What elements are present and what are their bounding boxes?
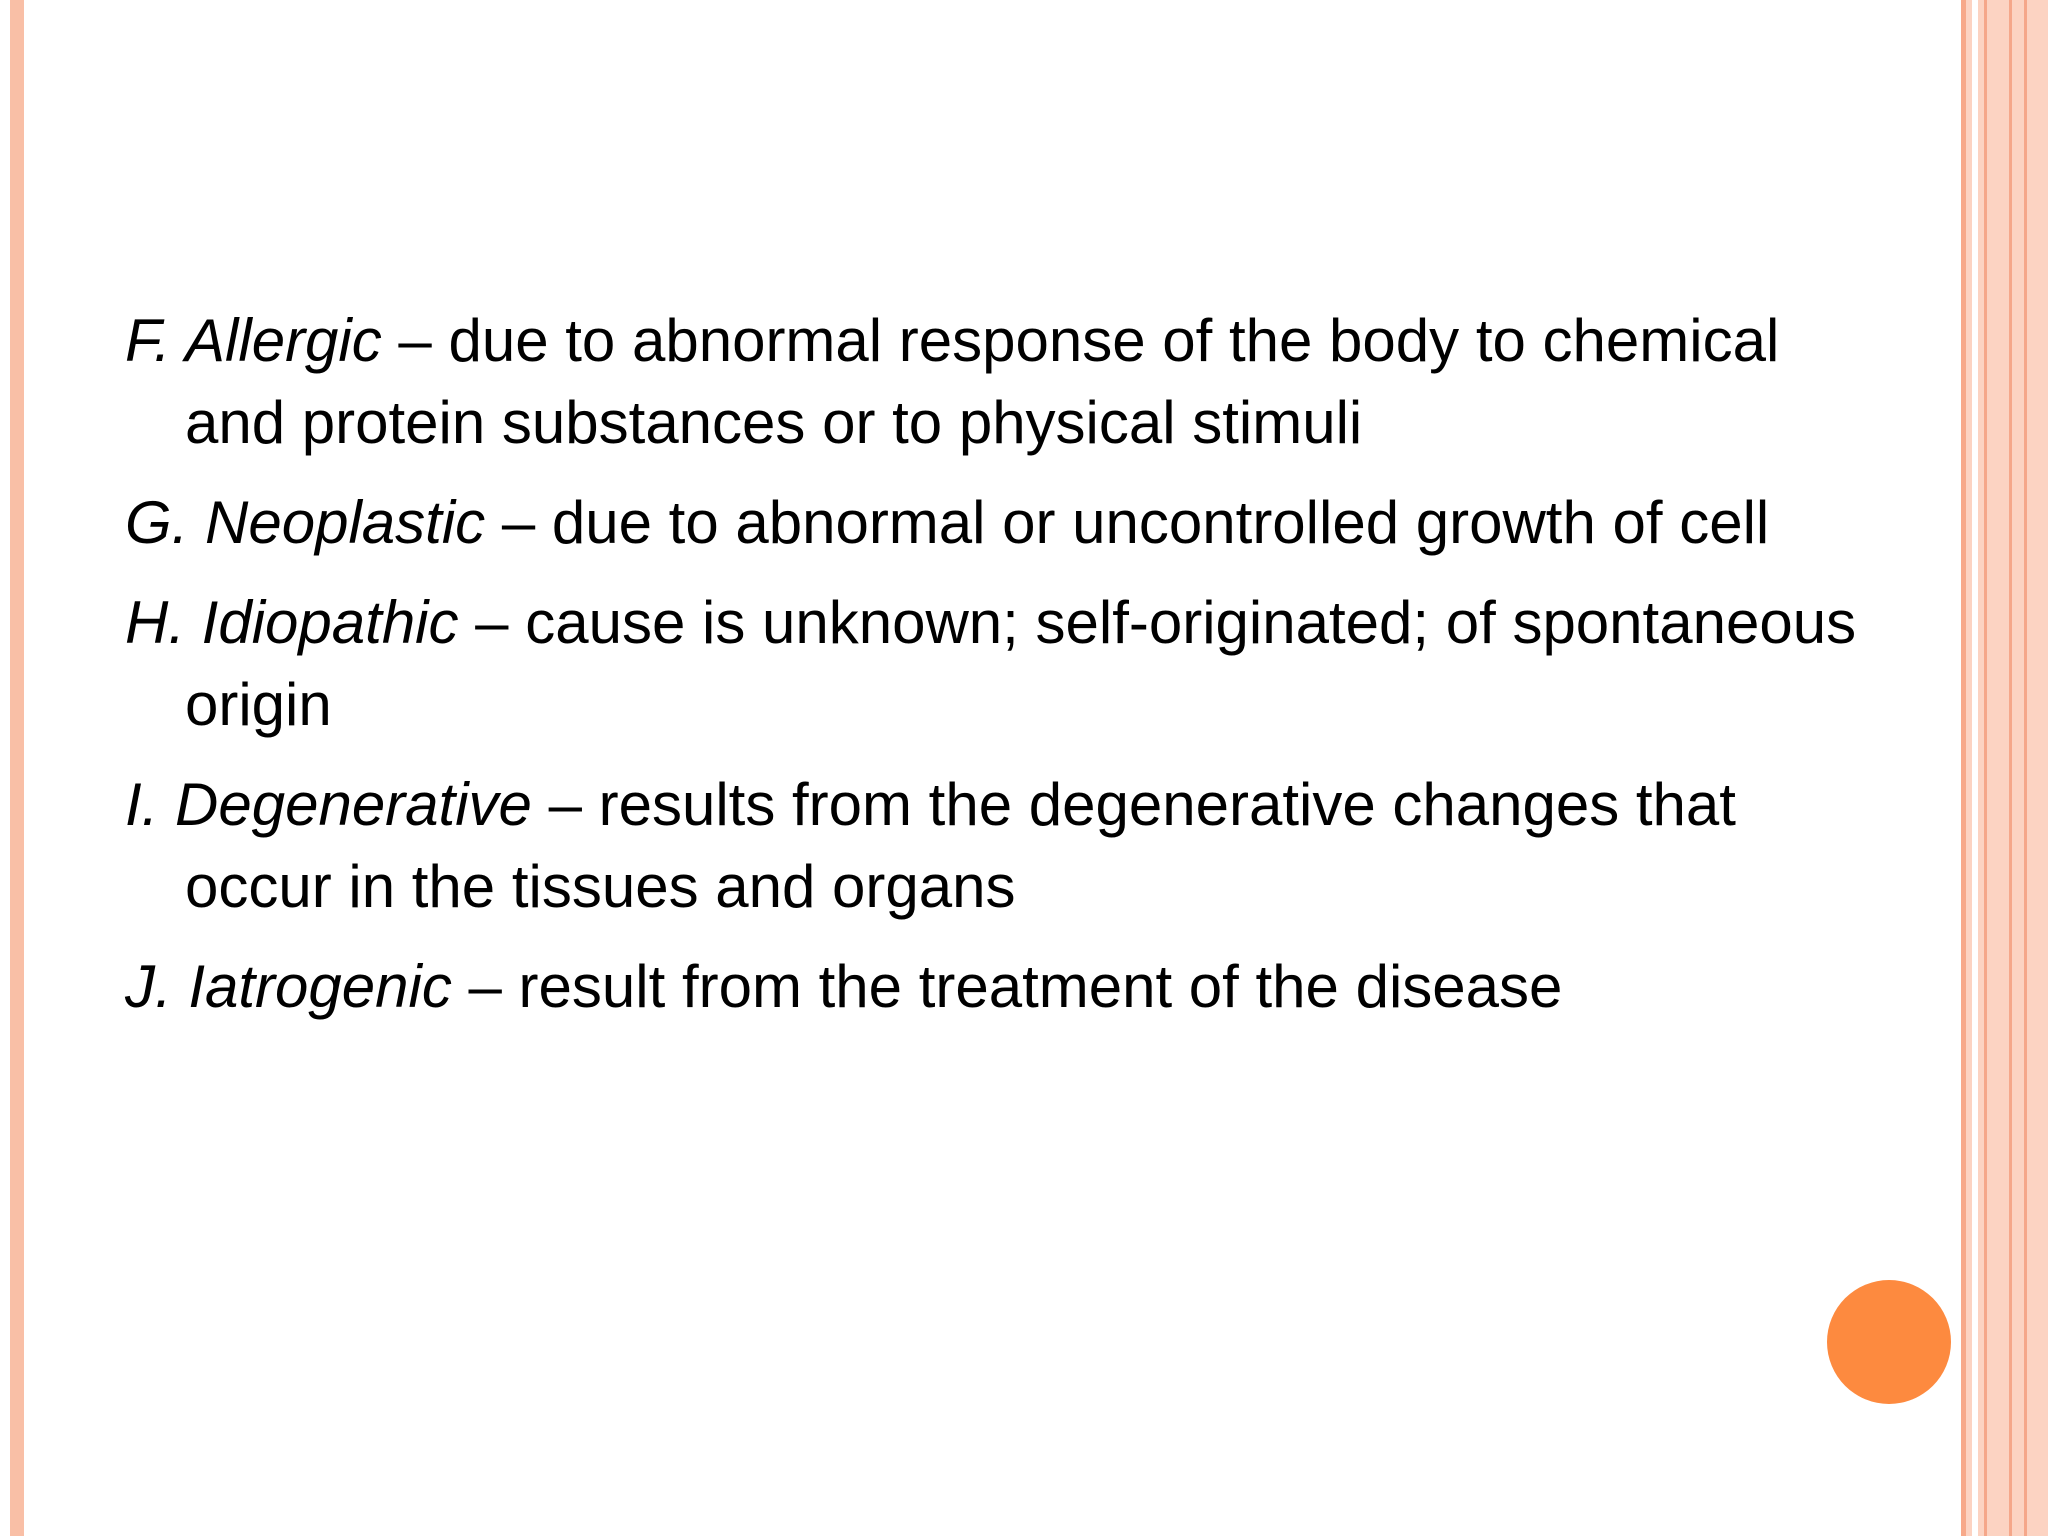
- term-idiopathic: H. Idiopathic: [125, 589, 459, 656]
- definition-item-allergic: [125, 300, 1885, 464]
- definition-item-neoplastic: [125, 482, 1885, 564]
- definition-list: [125, 300, 1885, 1046]
- right-stripe: [2009, 0, 2012, 1536]
- definition-allergic: – due to abnormal response of the body to chemical and protein substances or to physical stimuli: [185, 307, 1780, 456]
- right-stripe: [1984, 0, 1987, 1536]
- term-degenerative: I. Degenerative: [125, 771, 532, 838]
- term-neoplastic: G. Neoplastic: [125, 489, 486, 556]
- definition-degenerative: – results from the degenerative changes that occur in the tissues and organs: [185, 771, 1736, 920]
- definition-item-idiopathic: [125, 582, 1885, 746]
- definition-neoplastic: – due to abnormal or uncontrolled growth of cell: [485, 489, 1770, 556]
- right-stripe: [1972, 0, 1978, 1536]
- definition-idiopathic: – cause is unknown; self-originated; of spontaneous origin: [185, 589, 1857, 738]
- orange-circle-decoration: [1827, 1280, 1951, 1404]
- left-border-stripe: [10, 0, 24, 1536]
- definition-item-iatrogenic: [125, 946, 1885, 1028]
- definition-item-degenerative: [125, 764, 1885, 928]
- right-stripe: [1961, 0, 1966, 1536]
- term-allergic: F. Allergic: [125, 307, 382, 374]
- definition-iatrogenic: – result from the treatment of the disease: [451, 953, 1563, 1020]
- term-iatrogenic: J. Iatrogenic: [125, 953, 452, 1020]
- right-stripe: [2024, 0, 2027, 1536]
